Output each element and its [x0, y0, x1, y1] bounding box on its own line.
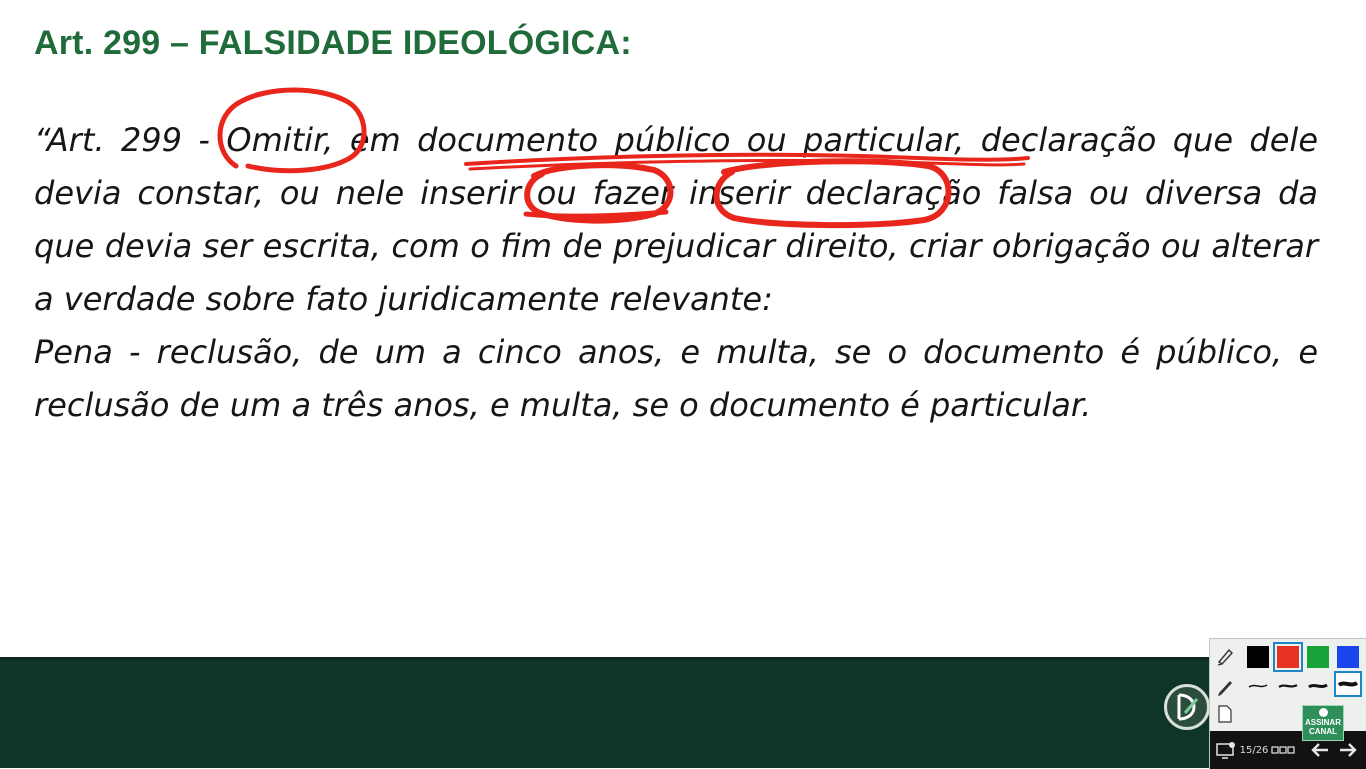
more-icon [1271, 746, 1295, 754]
subscribe-button[interactable] [1302, 705, 1344, 741]
color-swatch-blue[interactable] [1337, 646, 1359, 668]
stroke-width-3[interactable] [1304, 673, 1332, 699]
arrow-left-icon [1310, 742, 1330, 758]
page-icon [1216, 704, 1234, 724]
law-paragraph-penalty: Pena - reclusão, de um a cinco anos, e multa, se o documento é público, e reclusão de um a três anos, e multa, se o documento é particular. [34, 333, 1318, 424]
screen-icon [1215, 741, 1237, 759]
article-text: em documento público ou particular, declaração que dele devia constar, ou nele [34, 121, 1319, 212]
page-tool[interactable] [1212, 701, 1238, 727]
arrow-right-icon [1338, 742, 1358, 758]
channel-logo[interactable] [1164, 684, 1210, 730]
color-swatch-black[interactable] [1247, 646, 1269, 668]
stroke-width-1[interactable] [1244, 673, 1272, 699]
highlighter-tool[interactable] [1212, 643, 1238, 669]
article-connector: ou [520, 174, 593, 212]
slide-title: Art. 299 – FALSIDADE IDEOLÓGICA: [34, 24, 632, 62]
more-options[interactable] [1270, 737, 1296, 763]
subscribe-icon [1319, 708, 1328, 717]
color-swatch-green[interactable] [1307, 646, 1329, 668]
color-swatch-red[interactable] [1277, 646, 1299, 668]
law-paragraph-1 [34, 114, 1318, 326]
highlighter-icon [1215, 646, 1235, 666]
article-prefix: “Art. 299 - [34, 121, 227, 159]
word-inserir: inserir [420, 174, 521, 212]
word-omitir: Omitir, [226, 121, 334, 159]
stroke-width-4[interactable] [1334, 671, 1362, 697]
stroke-width-2[interactable] [1274, 673, 1302, 699]
subscribe-label: ASSINAR CANAL [1304, 718, 1341, 736]
law-text [34, 114, 1318, 432]
pen-tool[interactable] [1212, 673, 1238, 699]
article-text-rest: declaração falsa ou diversa da que devia ser escrita, com o fim de prejudicar direito, criar obrigação ou alterar a verdade sobre fato juridicamente relevante: [34, 174, 1319, 318]
screen-tool[interactable] [1214, 737, 1238, 763]
footer-band [0, 657, 1366, 768]
pen-icon [1215, 676, 1235, 696]
word-fazer-inserir: fazer inserir [592, 174, 790, 212]
page-indicator: 15/26 [1239, 744, 1269, 756]
pen-toolbar [1209, 638, 1366, 769]
